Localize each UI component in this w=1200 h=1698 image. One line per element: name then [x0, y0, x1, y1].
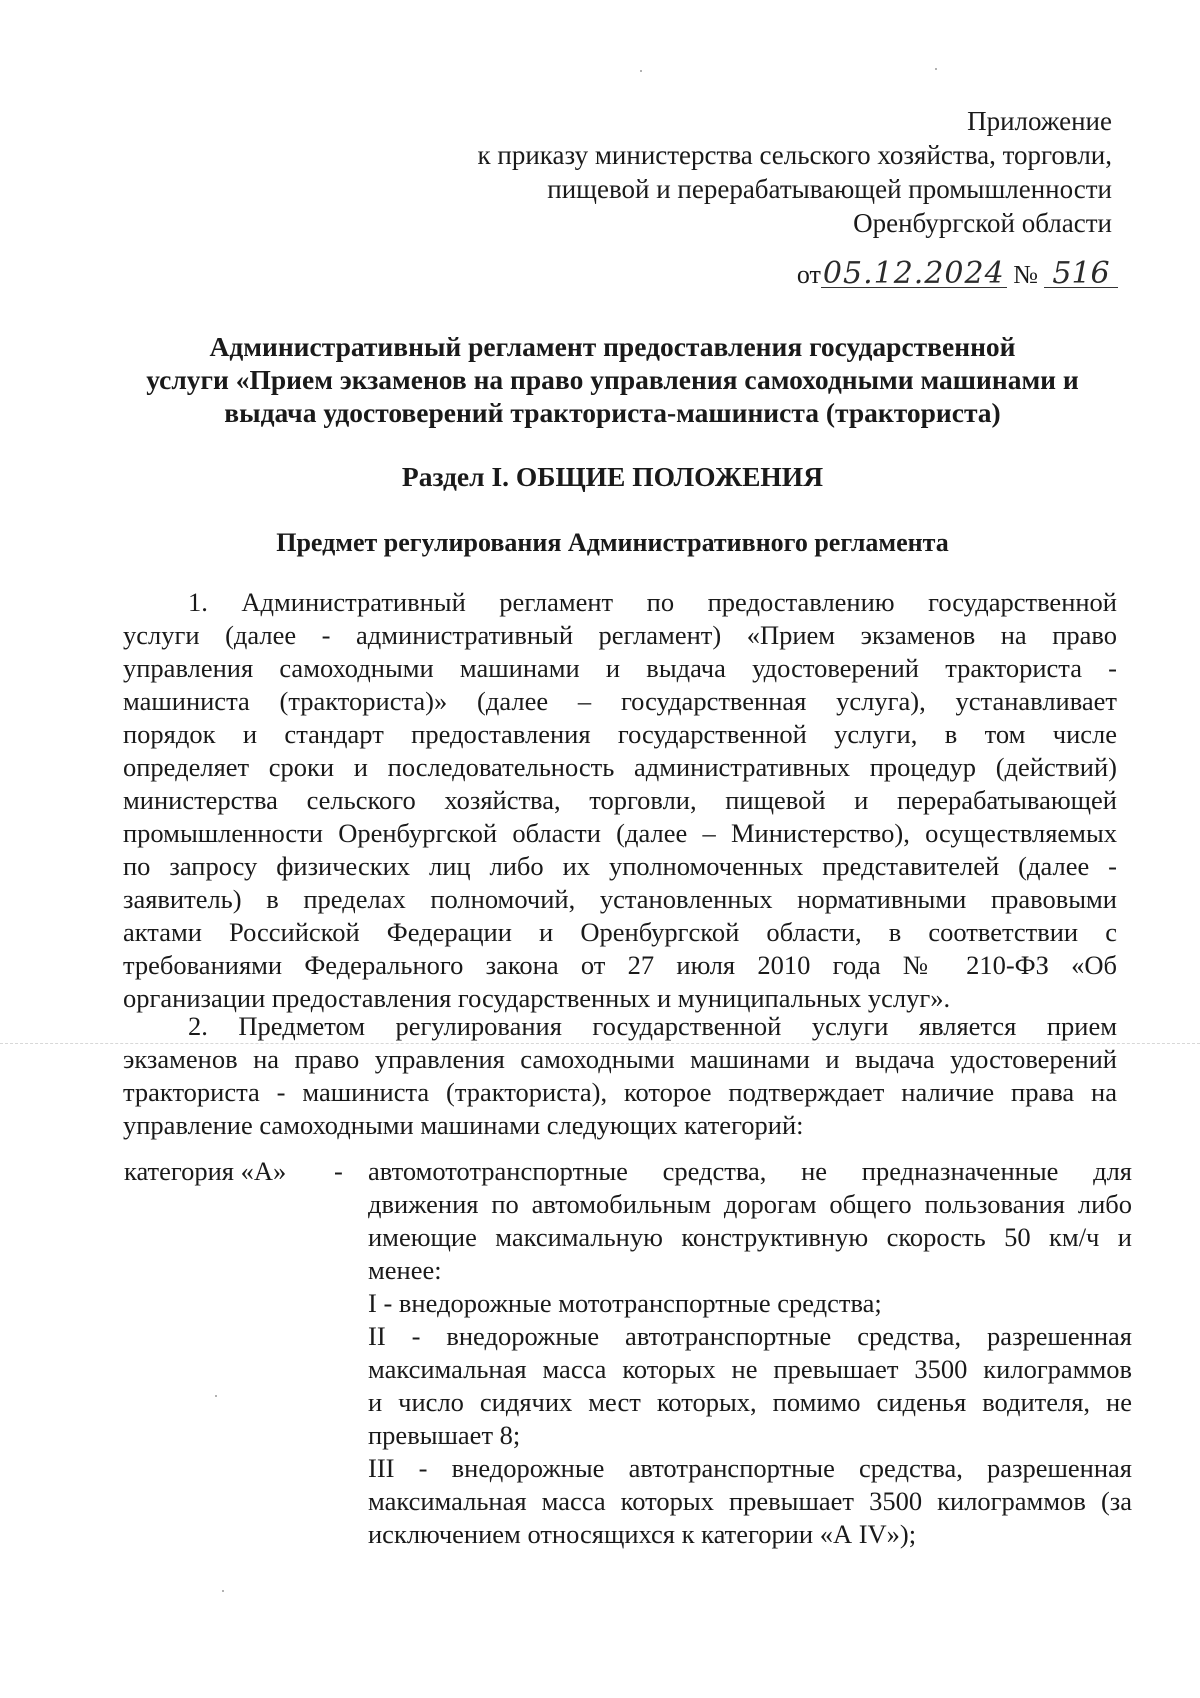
document-title: [110, 330, 1115, 429]
category-line: III - внедорожные автотранспортные средства, разрешенная: [368, 1453, 1132, 1483]
category-line: исключением относящихся к категории «А IV»);: [368, 1519, 917, 1549]
paragraph-line: министерства сельского хозяйства, торговли, пищевой и перерабатывающей: [123, 785, 1117, 815]
section-heading: Раздел I. ОБЩИЕ ПОЛОЖЕНИЯ: [401, 461, 824, 492]
appendix-line: к приказу министерства сельского хозяйства, торговли,: [477, 140, 1112, 170]
category-line: автомототранспортные средства, не предназначенные для: [368, 1156, 1132, 1186]
paragraph-line: экзаменов на право управления самоходными машинами и выдача удостоверений: [123, 1044, 1117, 1074]
appendix-line: пищевой и перерабатывающей промышленности: [547, 174, 1112, 204]
paragraph-line: 1. Административный регламент по предоставлению государственной: [188, 587, 1117, 617]
title-line: услуги «Прием экзаменов на право управления самоходными машинами и: [146, 364, 1079, 395]
order-date-handwritten: 05.12.2024: [822, 256, 1005, 291]
paragraph-line: по запросу физических лиц либо их уполномоченных представителей (далее -: [123, 851, 1117, 881]
order-number-label: №: [1013, 260, 1038, 289]
category-line: и число сидячих мест которых, помимо сиденья водителя, не: [368, 1387, 1132, 1417]
paragraph-line: управления самоходными машинами и выдача удостоверений тракториста -: [123, 653, 1117, 683]
paragraph-line: определяет сроки и последовательность административных процедур (действий): [123, 752, 1117, 782]
order-number-handwritten: 516: [1044, 261, 1118, 288]
paragraph-line: требованиями Федерального закона от 27 июля 2010 года № 210-ФЗ «Об: [123, 950, 1117, 980]
category-line: превышает 8;: [368, 1420, 521, 1450]
title-line: выдача удостоверений тракториста-машиниста (тракториста): [224, 397, 1001, 428]
paragraph-2: [123, 1010, 1117, 1142]
paragraph-line: тракториста - машиниста (тракториста), которое подтверждает наличие права на: [123, 1077, 1117, 1107]
scan-speck: [222, 1590, 224, 1592]
category-line: II - внедорожные автотранспортные средства, разрешенная: [368, 1321, 1132, 1351]
scan-speck: [215, 1395, 217, 1397]
category-dash: -: [334, 1156, 343, 1186]
paragraph-line: управление самоходными машинами следующих категорий:: [123, 1110, 804, 1140]
category-line: менее:: [368, 1255, 442, 1285]
scan-speck: [935, 68, 937, 70]
scan-speck: [640, 70, 642, 72]
appendix-line: Приложение: [967, 106, 1112, 136]
category-line: I - внедорожные мототранспортные средства;: [368, 1288, 882, 1318]
paragraph-line: порядок и стандарт предоставления государственной услуги, в том числе: [123, 719, 1117, 749]
paragraph-line: услуги (далее - административный регламент) «Прием экзаменов на право: [123, 620, 1117, 650]
appendix-line: Оренбургской области: [853, 208, 1112, 238]
category-a-label: категория «А»: [124, 1156, 287, 1186]
order-from-label: от: [796, 260, 821, 289]
paragraph-line: заявитель) в пределах полномочий, установленных нормативными правовыми: [123, 884, 1117, 914]
paragraph-1: [123, 586, 1117, 1015]
appendix-header: [478, 104, 1112, 240]
category-line: максимальная масса которых не превышает 3500 килограммов: [368, 1354, 1132, 1384]
paragraph-line: организации предоставления государственных и муниципальных услуг».: [123, 983, 951, 1013]
paragraph-line: промышленности Оренбургской области (далее – Министерство), осуществляемых: [123, 818, 1117, 848]
paragraph-line: 2. Предметом регулирования государственной услуги является прием: [188, 1011, 1117, 1041]
subsection-heading: Предмет регулирования Административного регламента: [276, 528, 949, 557]
category-a-description: [368, 1155, 1132, 1551]
paragraph-line: машиниста (тракториста)» (далее – государственная услуга), устанавливает: [123, 686, 1117, 716]
category-line: движения по автомобильным дорогам общего пользования либо: [368, 1189, 1132, 1219]
title-line: Административный регламент предоставления государственной: [209, 331, 1016, 362]
paragraph-line: актами Российской Федерации и Оренбургской области, в соответствии с: [123, 917, 1117, 947]
category-line: максимальная масса которых превышает 3500 килограммов (за: [368, 1486, 1132, 1516]
category-line: имеющие максимальную конструктивную скорость 50 км/ч и: [368, 1222, 1132, 1252]
order-reference: [797, 258, 1118, 292]
